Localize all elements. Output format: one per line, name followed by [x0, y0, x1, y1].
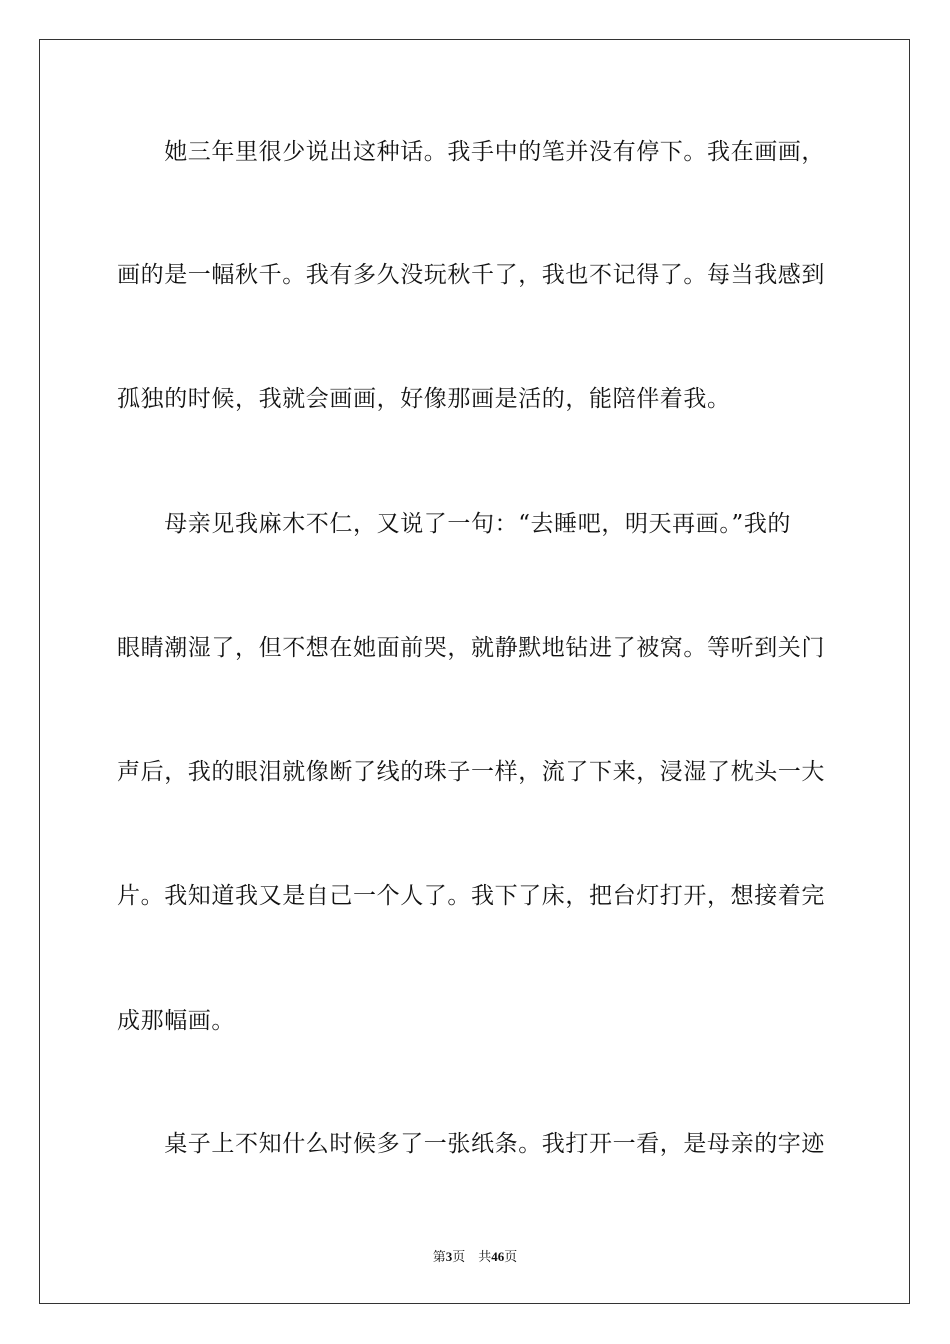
paragraph-line-4: 母亲见我麻木不仁，又说了一句：“去睡吧，明天再画。”我的 — [117, 511, 792, 537]
paragraph-line-2: 画的是一幅秋千。我有多久没玩秋千了，我也不记得了。每当我感到 — [117, 262, 825, 288]
paragraph-line-6: 声后，我的眼泪就像断了线的珠子一样，流了下来，浸湿了枕头一大 — [117, 759, 825, 785]
total-suffix: 页 — [504, 1249, 518, 1264]
paragraph-line-7: 片。我知道我又是自己一个人了。我下了床，把台灯打开，想接着完 — [117, 883, 825, 909]
paragraph-line-8: 成那幅画。 — [117, 1008, 235, 1034]
total-prefix: 共 — [478, 1249, 492, 1264]
page-prefix: 第 — [432, 1249, 446, 1264]
paragraph-line-1: 她三年里很少说出这种话。我手中的笔并没有停下。我在画画， — [117, 139, 825, 165]
page-suffix: 页 — [452, 1249, 466, 1264]
page-number: 3 — [445, 1249, 453, 1264]
paragraph-line-9: 桌子上不知什么时候多了一张纸条。我打开一看，是母亲的字迹 — [117, 1131, 825, 1157]
paragraph-line-3: 孤独的时候，我就会画画，好像那画是活的，能陪伴着我。 — [117, 386, 731, 412]
page-footer — [0, 1248, 950, 1266]
total-pages: 46 — [491, 1249, 505, 1264]
paragraph-line-5: 眼睛潮湿了，但不想在她面前哭，就静默地钻进了被窝。等听到关门 — [117, 635, 825, 661]
page-border — [39, 39, 910, 1304]
